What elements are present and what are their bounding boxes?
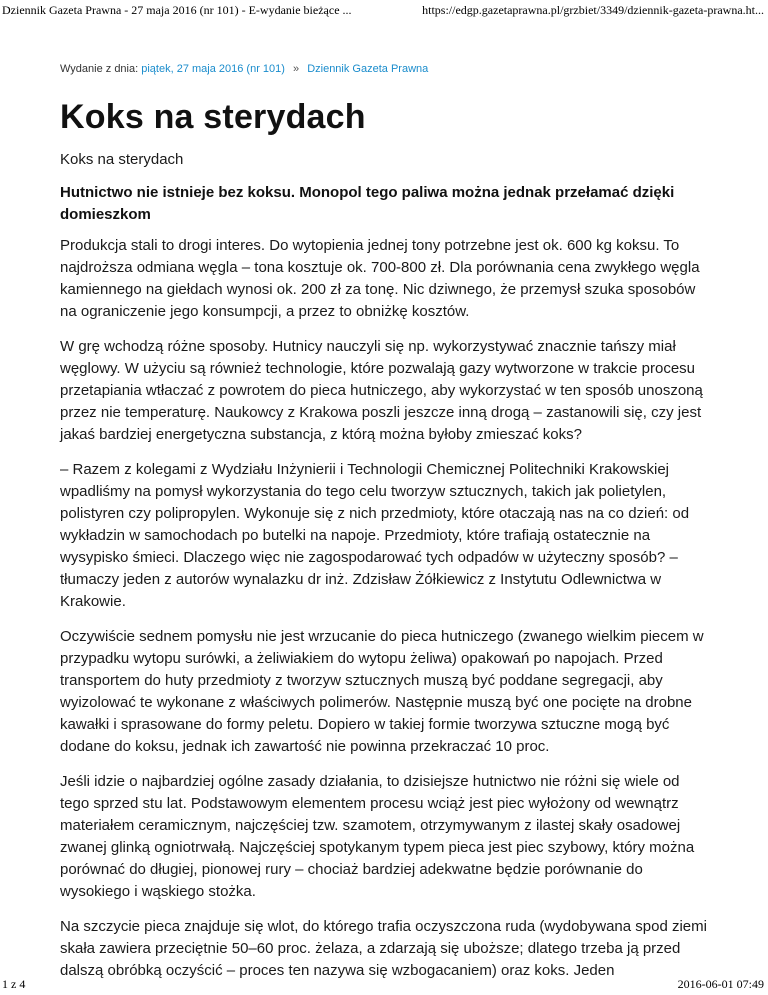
newspaper-link[interactable]: Dziennik Gazeta Prawna — [307, 63, 429, 75]
article-lead: Hutnictwo nie istnieje bez koksu. Monopol tego paliwa można jednak przełamać dzięki domieszkom — [60, 184, 675, 223]
issue-date-link[interactable]: piątek, 27 maja 2016 (nr 101) — [141, 63, 285, 75]
article-paragraph: Na szczycie pieca znajduje się wlot, do którego trafia oczyszczona ruda (wydobywana spod ziemi skała zawiera przeciętnie 50–60 proc. żelaza, a zdarzają się uboższe; dlatego trzeba ją przed dalszą obróbką oczyścić – proces ten nazywa się wzbogacaniem) oraz koks. Jeden — [60, 918, 707, 979]
page-number: 1 z 4 — [2, 977, 26, 991]
print-timestamp: 2016-06-01 07:49 — [677, 977, 764, 991]
print-footer — [0, 976, 768, 992]
article-title: Koks na sterydach — [60, 98, 366, 136]
print-header-url: https://edgp.gazetaprawna.pl/grzbiet/3349/dziennik-gazeta-prawna.ht... — [422, 3, 764, 17]
edition-label: Wydanie z dnia: — [60, 63, 139, 75]
print-header — [0, 2, 768, 18]
article-paragraph: Oczywiście sednem pomysłu nie jest wrzucanie do pieca hutniczego (zwanego wielkim piecem w przypadku wytopu surówki, a żeliwiakiem do wytopu żeliwa) opakowań po napojach. Przed transportem do huty przedmioty z tworzyw sztucznych muszą być poddane segregacji, aby wyizolować te wykonane z właściwych polimerów. Następnie muszą być one pocięte na drobne kawałki i sprasowane do formy peletu. Dopiero w takiej formie tworzywa sztuczne mogą być dodane do koksu, jednak ich zawartość nie powinna przekraczać 10 proc. — [60, 628, 704, 755]
article-body — [60, 235, 712, 995]
article-paragraph: Produkcja stali to drogi interes. Do wytopienia jednej tony potrzebne jest ok. 600 kg koksu. To najdroższa odmiana węgla – tona kosztuje ok. 700-800 zł. Dla porównania cena zwykłego węgla kamiennego na giełdach wynosi ok. 200 zł za tonę. Nic dziwnego, że przemysł szuka sposobów na ograniczenie jego konsumpcji, a przez to obniżkę kosztów. — [60, 237, 700, 320]
print-header-title: Dziennik Gazeta Prawna - 27 maja 2016 (nr 101) - E-wydanie bieżące ... — [2, 3, 352, 17]
article-paragraph: Jeśli idzie o najbardziej ogólne zasady działania, to dzisiejsze hutnictwo nie różni się wiele od tego sprzed stu lat. Podstawowym elementem procesu wciąż jest piec wyłożony od wewnątrz materiałem ceramicznym, najczęściej tzw. szamotem, otrzymywanym z ilastej skały osadowej zwanej glinką ogniotrwałą. Najczęściej spotykanym typem pieca jest piec szybowy, który można porównać do długiej, pionowej rury – chociaż bardziej adekwatne będzie porównanie do wysokiego i wąskiego stożka. — [60, 773, 695, 900]
article-paragraph: – Razem z kolegami z Wydziału Inżynierii i Technologii Chemicznej Politechniki Krakowskiej wpadliśmy na pomysł wykorzystania do tego celu tworzyw sztucznych, takich jak polietylen, polistyren czy polipropylen. Wykonuje się z nich przedmioty, które otaczają nas na co dzień: od wykładzin w samochodach po butelki na napoje. Przedmioty, które trafiają ostatecznie na wysypisko śmieci. Dlaczego więc nie zagospodarować tych odpadów w użyteczny sposób? – tłumaczy jeden z autorów wynalazku dr inż. Zdzisław Żółkiewicz z Instytutu Odlewnictwa w Krakowie. — [60, 461, 690, 610]
edition-meta — [60, 63, 428, 75]
breadcrumb-separator: » — [293, 63, 300, 75]
article-paragraph: W grę wchodzą różne sposoby. Hutnicy nauczyli się np. wykorzystywać znacznie tańszy miał węglowy. W użyciu są również technologie, które pozwalają gazy wytworzone w trakcie procesu przetapiania wtłaczać z powrotem do pieca hutniczego, aby wykorzystać w ten sposób unoszoną przez nie temperaturę. Naukowcy z Krakowa poszli jeszcze inną drogą – zastanowili się, czy jest jakaś bardziej energetyczna substancja, z którą można byłoby zmieszać koks? — [60, 338, 703, 443]
article-subtitle: Koks na sterydach — [60, 151, 184, 168]
